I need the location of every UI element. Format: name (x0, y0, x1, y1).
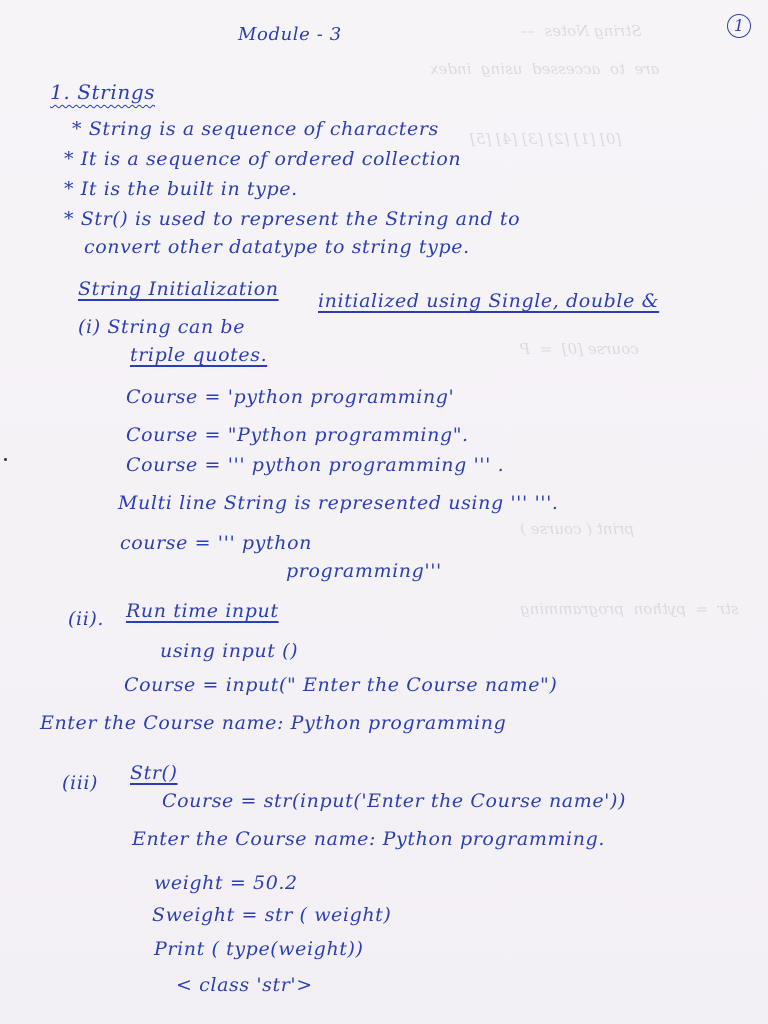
example-line: Multi line String is represented using ''' '''. (118, 492, 559, 514)
section-heading-str: Str() (130, 762, 178, 784)
init-item1-line1b: initialized using Single, double & (318, 290, 660, 312)
runtime-line: using input () (160, 640, 299, 662)
runtime-label: (ii). (68, 608, 105, 630)
init-item1-line1a: (i) String can be (78, 316, 246, 338)
str-line: weight = 50.2 (154, 872, 298, 894)
example-line: Course = 'python programming' (126, 386, 455, 408)
str-line: < class 'str'> (176, 974, 313, 996)
bullet-line: convert other datatype to string type. (84, 236, 470, 258)
example-line: Course = ''' python programming ''' . (126, 454, 505, 476)
example-line: Course = "Python programming". (126, 424, 469, 446)
page-number: 1 (727, 14, 751, 38)
margin-dot (4, 458, 7, 461)
section-heading-strings (50, 80, 155, 104)
bullet-line: * String is a sequence of characters (72, 118, 439, 140)
bullet-line: * It is a sequence of ordered collection (64, 148, 462, 170)
runtime-line: Course = input(" Enter the Course name") (124, 674, 558, 696)
module-title: Module - 3 (238, 24, 342, 45)
example-line: course = ''' python (120, 532, 312, 554)
str-line: Print ( type(weight)) (154, 938, 364, 960)
section-heading-initialization: String Initialization (78, 278, 279, 300)
strings-heading-text: 1. Strings (50, 80, 156, 104)
section-heading-runtime: Run time input (126, 600, 279, 622)
str-line: Sweight = str ( weight) (152, 904, 392, 926)
bleed-through-text: [0] [1] [2] [3] [4] [5] (470, 130, 622, 148)
bleed-through-text: str = python programming (520, 600, 739, 618)
str-line: Enter the Course name: Python programming. (132, 828, 605, 850)
bleed-through-text: print ( course ) (520, 520, 635, 538)
bleed-through-text: String Notes –– (520, 22, 642, 40)
str-line: Course = str(input('Enter the Course name')) (162, 790, 627, 812)
bleed-through-text: course [0] = P (520, 340, 639, 358)
bullet-line: * Str() is used to represent the String and to (64, 208, 521, 230)
bullet-line: * It is the built in type. (64, 178, 298, 200)
example-line: programming''' (286, 560, 442, 582)
runtime-line: Enter the Course name: Python programming (40, 712, 507, 734)
str-label: (iii) (62, 772, 99, 794)
init-item1-line2: triple quotes. (130, 344, 268, 366)
bleed-through-text: are to accessed using index (430, 60, 660, 78)
